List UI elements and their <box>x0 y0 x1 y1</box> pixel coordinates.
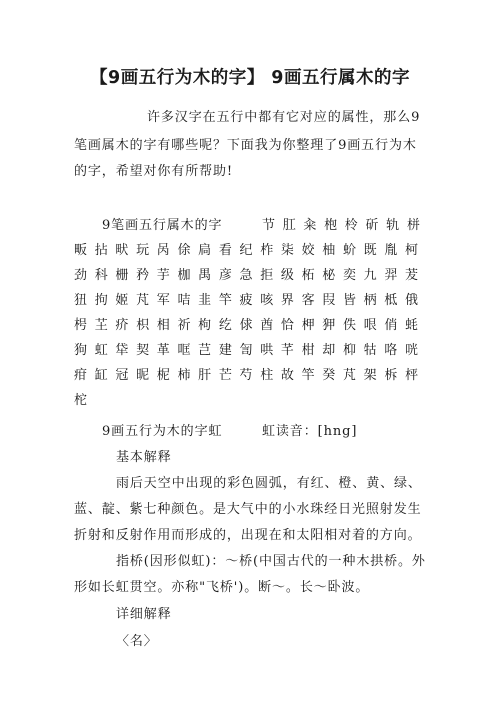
character: 柱 <box>260 368 274 383</box>
character: 九 <box>363 268 377 283</box>
character: 狗 <box>74 343 88 358</box>
character: 牯 <box>363 343 377 358</box>
character: 玩 <box>136 243 150 258</box>
character: 芍 <box>239 368 253 383</box>
char-row <box>74 264 426 283</box>
char-row <box>74 289 426 308</box>
character: 柝 <box>384 368 398 383</box>
character: 柢 <box>384 293 398 308</box>
character: 相 <box>156 318 170 333</box>
character: 枸 <box>198 318 212 333</box>
character: 韭 <box>198 293 212 308</box>
character: 肛 <box>282 218 296 233</box>
character: 俄 <box>405 293 419 308</box>
character: 叚 <box>322 293 336 308</box>
character: 却 <box>322 343 336 358</box>
char-row <box>74 389 95 408</box>
character: 科 <box>94 268 108 283</box>
character: 狃 <box>74 293 88 308</box>
character: 彦 <box>218 268 232 283</box>
detailed-explanation-title: 详细解释 <box>116 607 172 622</box>
character: 羿 <box>384 268 398 283</box>
character: 冠 <box>115 368 129 383</box>
character: 咯 <box>384 343 398 358</box>
character: 劲 <box>74 268 88 283</box>
character: 牮 <box>115 343 129 358</box>
character: 祈 <box>177 318 191 333</box>
character: 看 <box>218 243 232 258</box>
character: 胤 <box>384 243 398 258</box>
basic-line-2: 蓝、靛、紫七种颜色。是大气中的小水珠经日光照射发生 <box>74 502 422 517</box>
character: 芃 <box>136 293 150 308</box>
character: 呙 <box>156 243 170 258</box>
character: 柞 <box>260 243 274 258</box>
character: 哐 <box>177 343 191 358</box>
character: 恰 <box>280 318 294 333</box>
character: 架 <box>363 368 377 383</box>
character: 柯 <box>405 243 419 258</box>
character: 拒 <box>260 268 274 283</box>
character: 昵 <box>136 368 150 383</box>
basic-line-1: 雨后天空中出现的彩色圆弧，有红、橙、黄、绿、 <box>116 476 422 491</box>
character: 疳 <box>74 368 88 383</box>
character: 咣 <box>405 343 419 358</box>
character: 柅 <box>156 368 170 383</box>
character: 矜 <box>136 268 150 283</box>
character: 芊 <box>280 343 294 358</box>
character: 姣 <box>301 243 315 258</box>
character: 俆 <box>177 243 191 258</box>
section1-heading: 9笔画五行属木的字 <box>102 218 223 233</box>
intro-line-2: 笔画属木的字有哪些呢？下面我为你整理了9画五行为木 <box>74 138 417 153</box>
character: 畈 <box>74 243 88 258</box>
character: 疥 <box>115 318 129 333</box>
char-row <box>74 364 426 383</box>
character: 佚 <box>342 318 356 333</box>
character: 芋 <box>156 268 170 283</box>
character: 缸 <box>94 368 108 383</box>
character: 俅 <box>239 318 253 333</box>
character: 纥 <box>218 318 232 333</box>
character: 枳 <box>136 318 150 333</box>
character: 柁 <box>74 393 88 408</box>
character: 畎 <box>115 243 129 258</box>
character: 芒 <box>218 368 232 383</box>
basic-explanation-title: 基本解释 <box>116 450 172 465</box>
character: 轨 <box>386 218 400 233</box>
intro-line-1: 许多汉字在五行中都有它对应的属性，那么9 <box>147 110 421 125</box>
char-row <box>74 339 426 358</box>
character: 枷 <box>177 268 191 283</box>
character: 柿 <box>177 368 191 383</box>
basic-line-4: 指桥(因形似虹)：～桥(中国古代的一种木拱桥。外 <box>116 554 426 569</box>
character: 拘 <box>94 293 108 308</box>
character: 癸 <box>322 368 336 383</box>
character: 既 <box>363 243 377 258</box>
character: 籴 <box>303 218 317 233</box>
character: 级 <box>280 268 294 283</box>
character: 枰 <box>405 368 419 383</box>
character: 故 <box>280 368 294 383</box>
character: 拈 <box>94 243 108 258</box>
character: 柚 <box>322 243 336 258</box>
pronunciation: 虹读音：[hng] <box>262 424 358 439</box>
character: 咭 <box>177 293 191 308</box>
character: 柲 <box>322 268 336 283</box>
character: 柘 <box>301 268 315 283</box>
character: 军 <box>156 293 170 308</box>
character: 节 <box>262 218 276 233</box>
intro-line-3: 的字，希望对你有所帮助! <box>74 164 234 179</box>
char-row <box>262 214 428 233</box>
character: 皆 <box>342 293 356 308</box>
character: 哄 <box>260 343 274 358</box>
character: 枹 <box>324 218 338 233</box>
character: 茇 <box>405 268 419 283</box>
character: 建 <box>218 343 232 358</box>
detail-part-of-speech: 〈名〉 <box>116 634 158 649</box>
character: 枵 <box>74 318 88 333</box>
character: 客 <box>301 293 315 308</box>
character: 芏 <box>94 318 108 333</box>
character: 芃 <box>342 368 356 383</box>
character: 柃 <box>344 218 358 233</box>
character: 界 <box>280 293 294 308</box>
char-row <box>74 239 426 258</box>
character: 柑 <box>301 343 315 358</box>
character: 虹 <box>94 343 108 358</box>
character: 肝 <box>198 368 212 383</box>
character: 姬 <box>115 293 129 308</box>
basic-line-3: 折射和反射作用而形成的，出现在和太阳相对着的方向。 <box>74 528 422 543</box>
character: 竿 <box>218 293 232 308</box>
character: 酋 <box>260 318 274 333</box>
section2-heading: 9画五行为木的字虹 <box>102 424 223 439</box>
character: 奕 <box>342 268 356 283</box>
character: 柒 <box>280 243 294 258</box>
character: 芑 <box>198 343 212 358</box>
character: 訇 <box>239 343 253 358</box>
character: 禺 <box>198 268 212 283</box>
character: 竿 <box>301 368 315 383</box>
character: 契 <box>136 343 150 358</box>
character: 狎 <box>322 318 336 333</box>
character: 急 <box>239 268 253 283</box>
character: 栟 <box>406 218 420 233</box>
character: 蚧 <box>342 243 356 258</box>
character: 柄 <box>363 293 377 308</box>
character: 柙 <box>301 318 315 333</box>
character: 咳 <box>260 293 274 308</box>
character: 革 <box>156 343 170 358</box>
character: 纪 <box>239 243 253 258</box>
character: 疲 <box>239 293 253 308</box>
character: 蚝 <box>405 318 419 333</box>
character: 俏 <box>384 318 398 333</box>
char-row <box>74 314 426 333</box>
character: 枊 <box>342 343 356 358</box>
character: 扃 <box>198 243 212 258</box>
character: 栅 <box>115 268 129 283</box>
basic-line-5: 形如长虹贯空。亦称"飞桥')。断～。长～卧波。 <box>74 580 370 595</box>
character: 斫 <box>365 218 379 233</box>
character: 哏 <box>363 318 377 333</box>
page-title: 【9画五行为木的字】 9画五行属木的字 <box>90 68 410 88</box>
